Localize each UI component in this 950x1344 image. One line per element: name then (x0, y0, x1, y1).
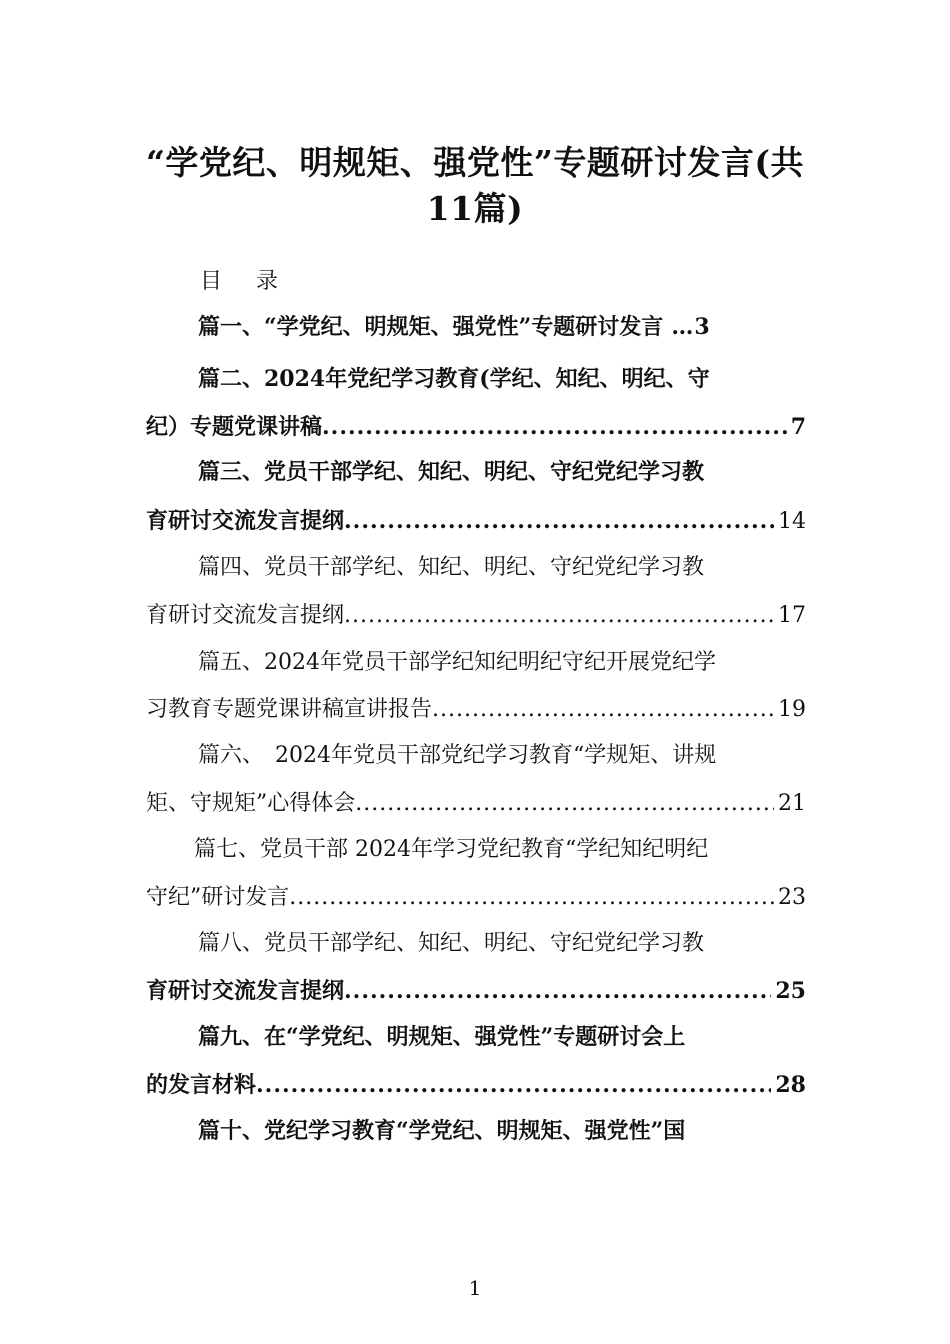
toc-heading-char-1: 目 (200, 269, 223, 294)
toc-entry-title: 篇七、党员干部 2024年学习党纪教育“学纪知纪明纪 (194, 837, 709, 862)
toc-entry-title-cont: 育研讨交流发言提纲 (146, 603, 345, 628)
toc-entry-title: 篇八、党员干部学纪、知纪、明纪、守纪党纪学习教 (198, 931, 705, 956)
toc-entry-3-cont[interactable] (146, 504, 806, 535)
toc-entry-2[interactable] (198, 362, 806, 393)
toc-page-number: 28 (775, 1072, 806, 1098)
toc-entry-6[interactable] (198, 738, 806, 769)
toc-entry-title: 篇五、2024年党员干部学纪知纪明纪守纪开展党纪学 (198, 650, 716, 675)
toc-leader (355, 791, 774, 816)
toc-entry-6-cont[interactable] (146, 786, 806, 817)
toc-entry-8[interactable] (198, 926, 806, 957)
toc-leader (344, 603, 774, 628)
toc-entry-4[interactable] (198, 550, 806, 581)
toc-entry-title-cont: 育研讨交流发言提纲 (146, 978, 345, 1004)
toc-entry-9[interactable] (198, 1020, 806, 1051)
toc-page-number: 7 (790, 414, 806, 440)
toc-entry-title: 篇十、党纪学习教育“学党纪、明规矩、强党性”国 (198, 1118, 686, 1144)
toc-entry-title-cont: 纪）专题党课讲稿 (146, 414, 323, 440)
toc-entry-title: 篇一、“学党纪、明规矩、强党性”专题研讨发言 (198, 314, 664, 340)
toc-entry-title-cont: 的发言材料 (146, 1072, 257, 1098)
toc-entry-title-cont: 习教育专题党课讲稿宣讲报告 (146, 697, 433, 722)
toc-page-number: 21 (778, 791, 806, 816)
toc-page-number: 25 (775, 978, 806, 1004)
toc-heading (200, 264, 278, 295)
toc-entry-10[interactable] (198, 1114, 806, 1145)
toc-leader (432, 697, 774, 722)
toc-entry-title: 篇九、在“学党纪、明规矩、强党性”专题研讨会上 (198, 1024, 686, 1050)
toc-entry-title: 篇三、党员干部学纪、知纪、明纪、守纪党纪学习教 (198, 459, 705, 485)
toc-page-number: 17 (778, 603, 806, 628)
title-line-1: “学党纪、明规矩、强党性”专题研讨发言(共 (145, 143, 805, 182)
toc-entry-2-cont[interactable] (146, 410, 806, 441)
toc-leader (344, 508, 774, 534)
toc-entry-title-cont: 守纪”研讨发言 (146, 885, 290, 910)
toc-entry-4-cont[interactable] (146, 598, 806, 629)
toc-leader (344, 978, 771, 1004)
toc-page-number: 23 (778, 885, 806, 910)
page-number: 1 (468, 1276, 482, 1300)
toc-entry-title: 篇二、2024年党纪学习教育(学纪、知纪、明纪、守 (198, 366, 710, 392)
document-title (100, 140, 850, 232)
toc-entry-1[interactable] (198, 310, 806, 341)
toc-page-number: 14 (778, 509, 806, 534)
toc-entry-title: 篇六、 2024年党员干部党纪学习教育“学规矩、讲规 (198, 743, 717, 768)
toc-entry-3[interactable] (198, 455, 806, 486)
toc-entry-title-cont: 育研讨交流发言提纲 (146, 508, 345, 534)
toc-entry-title-cont: 矩、守规矩”心得体会 (146, 791, 356, 816)
toc-entry-9-cont[interactable] (146, 1068, 806, 1099)
toc-entry-5[interactable] (198, 645, 806, 676)
toc-entry-8-cont[interactable] (146, 974, 806, 1005)
toc-entry-7-cont[interactable] (146, 880, 806, 911)
toc-entry-title: 篇四、党员干部学纪、知纪、明纪、守纪党纪学习教 (198, 555, 705, 580)
toc-heading-char-2: 录 (256, 269, 279, 294)
toc-page-number: 3 (694, 314, 710, 340)
toc-leader (289, 885, 774, 910)
toc-leader: … (671, 314, 695, 340)
toc-entry-7[interactable] (194, 832, 806, 863)
toc-page-number: 19 (778, 697, 806, 722)
title-line-2: 11篇) (426, 189, 524, 228)
toc-entry-5-cont[interactable] (146, 692, 806, 723)
toc-leader (322, 414, 787, 440)
toc-leader (256, 1072, 771, 1098)
